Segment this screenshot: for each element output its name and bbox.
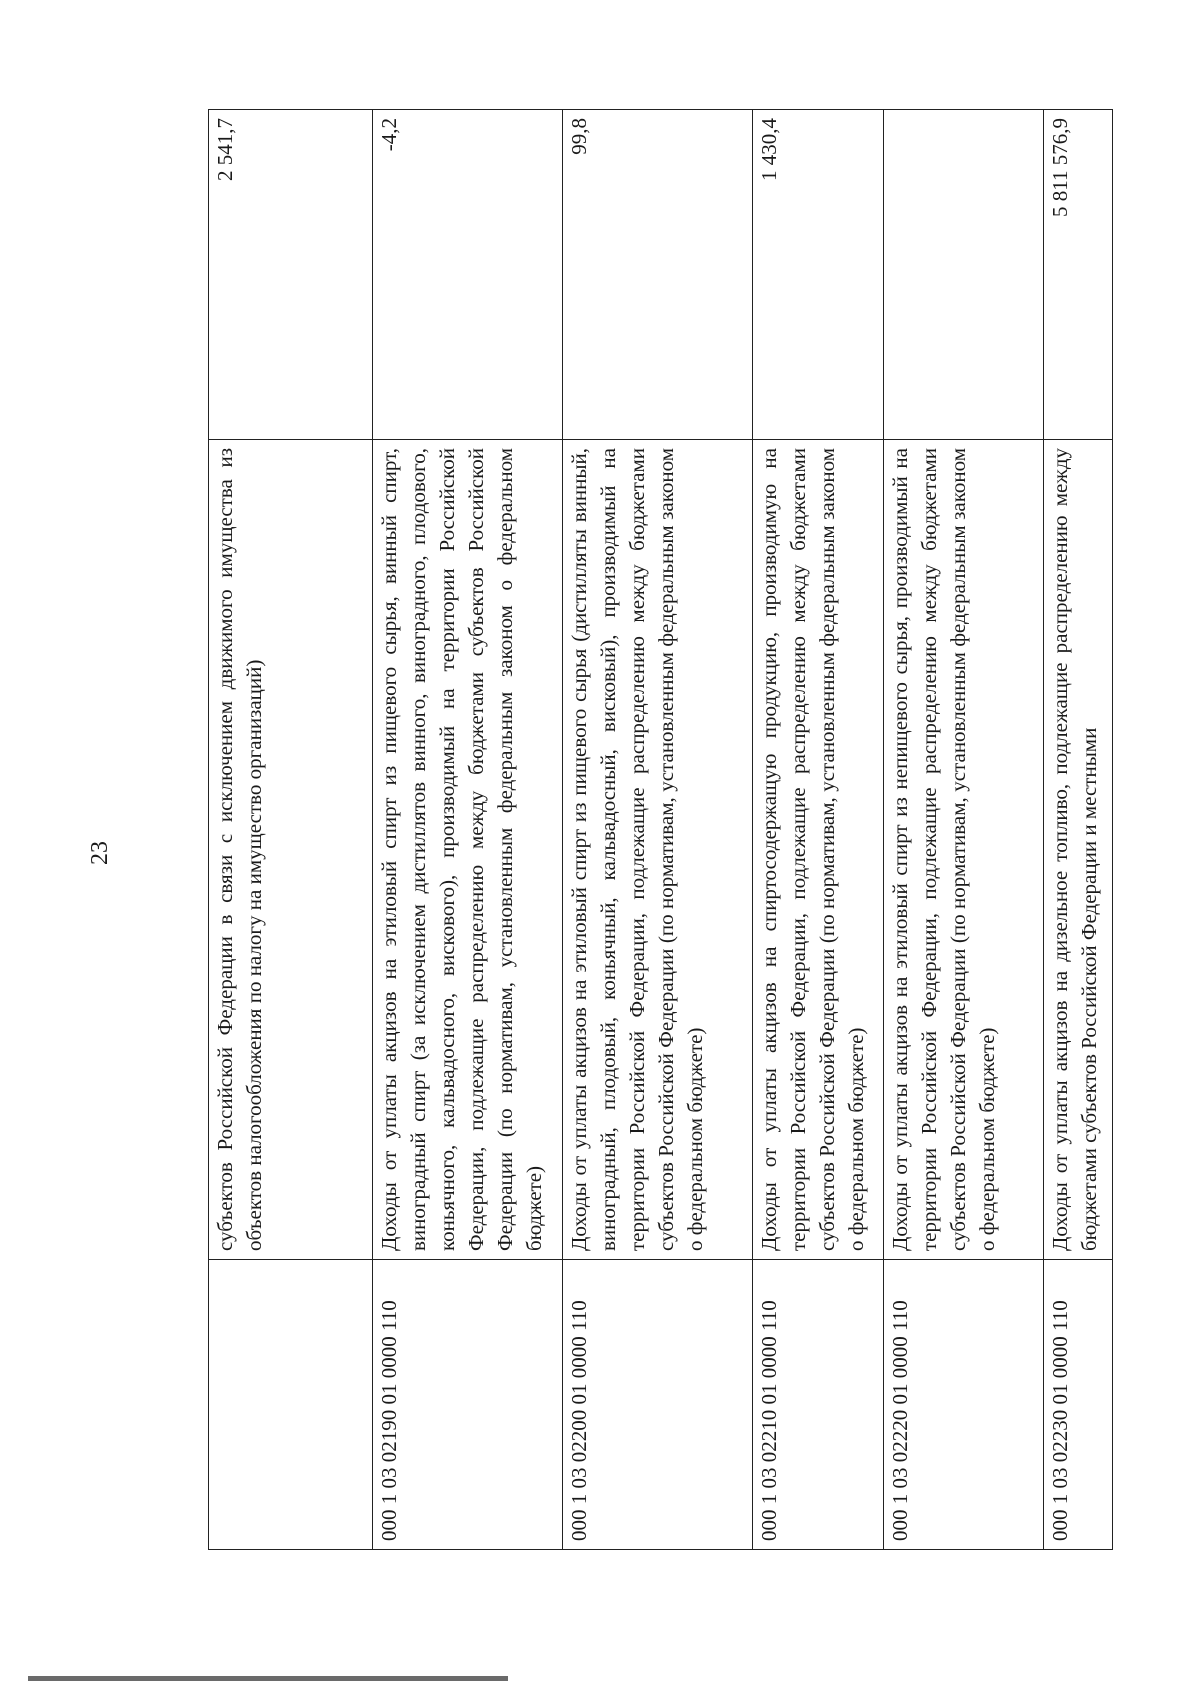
revenue-description-cell: Доходы от уплаты акцизов на этиловый спирт из пищевого сырья (дистилляты винный, виноградный, плодовый, коньячный, кальвадосный, висковый), производимый на территории Российской Федерации, подлежащие распределению между бюджетами субъектов Российской Федерации (по нормативам, установленным федеральным законом о федеральном бюджете): [563, 440, 753, 1260]
table-row: [753, 110, 884, 1550]
revenue-amount-cell: 1 430,4: [753, 110, 884, 440]
revenue-amount-cell: 99,8: [563, 110, 753, 440]
revenue-code-cell: 000 1 03 02190 01 0000 110: [373, 1260, 563, 1550]
budget-revenue-table: [208, 109, 1113, 1550]
page-number: 23: [87, 841, 113, 865]
revenue-amount-cell: [884, 110, 1044, 440]
revenue-code-cell: 000 1 03 02230 01 0000 110: [1044, 1260, 1113, 1550]
revenue-description-cell: Доходы от уплаты акцизов на дизельное топливо, подлежащие распределению между бюджетами субъектов Российской Федерации и местными: [1044, 440, 1113, 1260]
revenue-description-cell: Доходы от уплаты акцизов на спиртосодержащую продукцию, производимую на территории Российской Федерации, подлежащие распределению между бюджетами субъектов Российской Федерации (по нормативам, установленным федеральным законом о федеральном бюджете): [753, 440, 884, 1260]
revenue-code-cell: 000 1 03 02220 01 0000 110: [884, 1260, 1044, 1550]
revenue-description-cell: субъектов Российской Федерации в связи с исключением движимого имущества из объектов налогообложения по налогу на имущество организаций): [209, 440, 373, 1260]
revenue-amount-cell: 2 541,7: [209, 110, 373, 440]
revenue-code-cell: 000 1 03 02200 01 0000 110: [563, 1260, 753, 1550]
table-row: [209, 110, 373, 1550]
revenue-description-cell: Доходы от уплаты акцизов на этиловый спирт из пищевого сырья, винный спирт, виноградный спирт (за исключением дистиллятов винного, виноградного, плодового, коньячного, кальвадосного, вискового), производимый на территории Российской Федерации, подлежащие распределению между бюджетами субъектов Российской Федерации (по нормативам, установленным федеральным законом о федеральном бюджете): [373, 440, 563, 1260]
table-row: [1044, 110, 1113, 1550]
revenue-description-cell: Доходы от уплаты акцизов на этиловый спирт из непищевого сырья, производимый на территории Российской Федерации, подлежащие распределению между бюджетами субъектов Российской Федерации (по нормативам, установленным федеральным законом о федеральном бюджете): [884, 440, 1044, 1260]
scan-edge-line: [28, 1676, 508, 1681]
budget-table-container: [208, 110, 1200, 1550]
table-row: [563, 110, 753, 1550]
revenue-amount-cell: 5 811 576,9: [1044, 110, 1113, 440]
table-row: [884, 110, 1044, 1550]
table-row: [373, 110, 563, 1550]
revenue-code-cell: [209, 1260, 373, 1550]
revenue-amount-cell: -4,2: [373, 110, 563, 440]
revenue-code-cell: 000 1 03 02210 01 0000 110: [753, 1260, 884, 1550]
